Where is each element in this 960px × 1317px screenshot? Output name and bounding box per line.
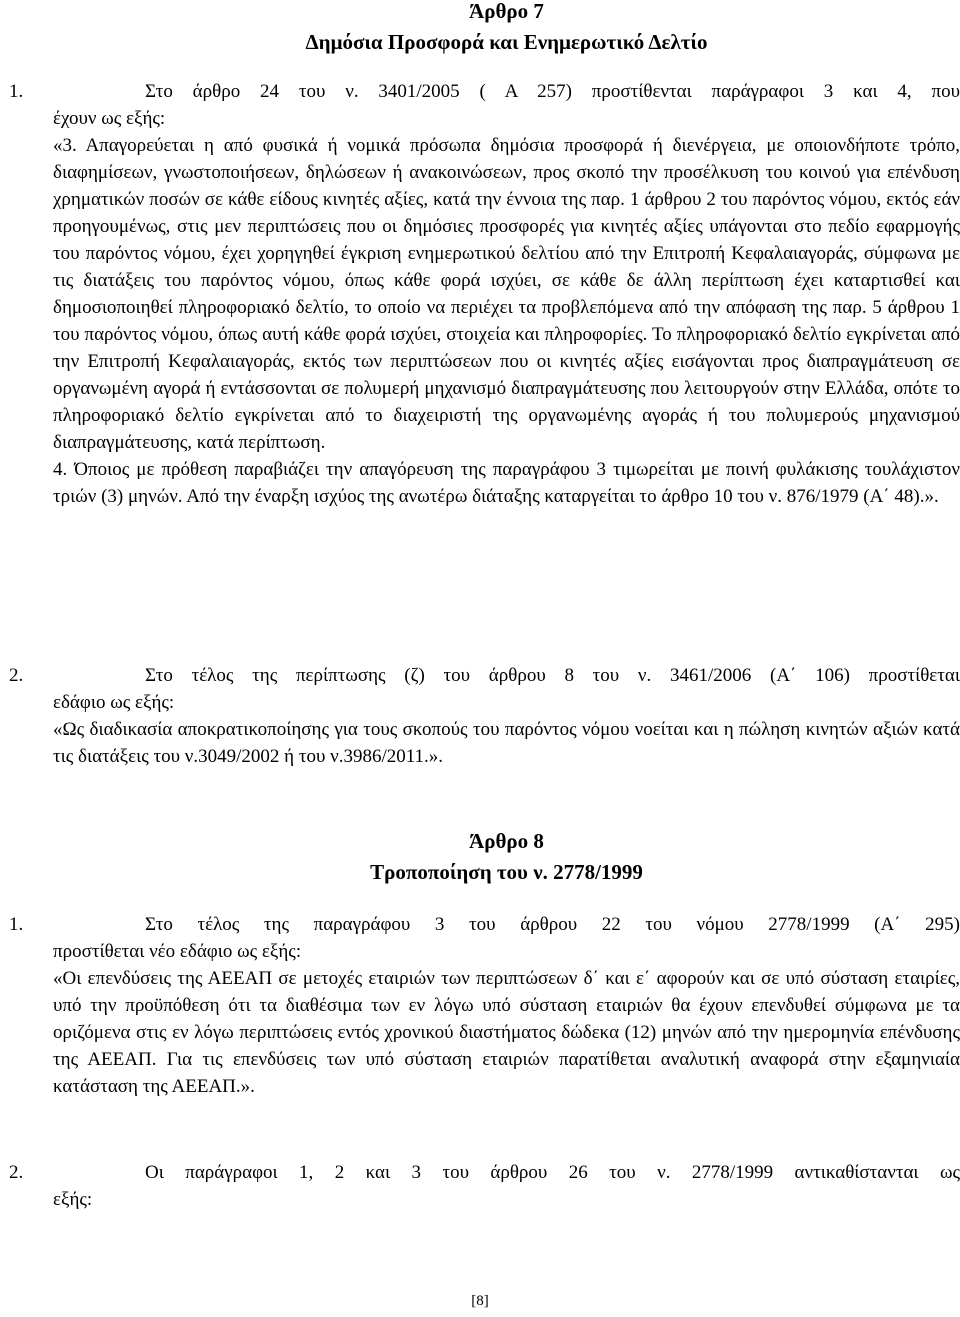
- item-text: Στο τέλος της περίπτωσης (ζ) του άρθρου 8 του ν. 3461/2006 (Α΄ 106) προστίθεται: [145, 665, 960, 686]
- article-8-item-1-continuation: προστίθεται νέο εδάφιο ως εξής:: [53, 941, 302, 962]
- article-7-item-1-continuation: έχουν ως εξής:: [53, 108, 166, 129]
- article-7-item-1-first-line: [9, 78, 960, 105]
- article-8-subtitle: Τροποποίηση του ν. 2778/1999: [370, 860, 643, 884]
- article-7-paragraph-3: «3. Απαγορεύεται η από φυσικά ή νομικά πρόσωπα δημόσια προσφορά ή διενέργεια, με οποιονδήποτε τρόπο, διαφημίσεων, γνωστοποιήσεων, δηλώσεων ή ανακοινώσεων, προς σκοπό την προσέλκυση του κοινού για επένδυση χρηματικών ποσών σε κάθε είδους κινητές αξίες, κατά την έννοια της παρ. 1 άρθρου 2 του παρόντος νόμου, εκτός εάν προηγουμένως, στις μεν περιπτώσεις που οι δημόσιες προσφορές για κινητές αξίες υπάγονται στο πεδίο εφαρμογής του παρόντος νόμου, έχει χορηγηθεί έγκριση ενημερωτικού δελτίου από την Επιτροπή Κεφαλαιαγοράς, σύμφωνα με τις διατάξεις του παρόντος νόμου, όπως κάθε φορά ισχύει, σε κάθε δε άλλη περίπτωση έχει καταρτισθεί και δημοσιοποιηθεί πληροφοριακό δελτίο, το οποίο να περιέχει τα προβλεπόμενα από την απόφαση της παρ. 5 άρθρου 1 του παρόντος νόμου, όπως αυτή κάθε φορά ισχύει, στοιχεία και πληροφορίες. Το πληροφοριακό δελτίο εγκρίνεται από την Επιτροπή Κεφαλαιαγοράς, εκτός των περιπτώσεων που οι κινητές αξίες εισάγονται προς διαπραγμάτευση σε οργανωμένη αγορά ή εντάσσονται σε πολυμερή μηχανισμό διαπραγμάτευσης που λειτουργούν στην Ελλάδα, οπότε το πληροφοριακό δελτίο εγκρίνεται από το διαχειριστή της οργανωμένης αγοράς ή του πολυμερούς μηχανισμού διαπραγμάτευσης, κατά περίπτωση.: [53, 135, 960, 453]
- item-number: 2.: [9, 665, 24, 686]
- item-text: Οι παράγραφοι 1, 2 και 3 του άρθρου 26 του ν. 2778/1999 αντικαθίστανται ως: [145, 1162, 960, 1183]
- article-8-item-2-continuation: εξής:: [53, 1189, 93, 1210]
- article-8: [53, 826, 960, 888]
- article-8-item-1-first-line: [9, 911, 960, 938]
- article-7-item-1: [9, 78, 960, 510]
- item-text: Στο άρθρο 24 του ν. 3401/2005 ( Α 257) προστίθενται παράγραφοι 3 και 4, που: [145, 81, 960, 102]
- item-number: 1.: [9, 81, 24, 102]
- item-number: 2.: [9, 1162, 24, 1183]
- article-7-subtitle: Δημόσια Προσφορά και Ενημερωτικό Δελτίο: [305, 30, 708, 54]
- article-8-item-1-quote: «Οι επενδύσεις της ΑΕΕΑΠ σε μετοχές εταιριών των περιπτώσεων δ΄ και ε΄ αφορούν και σε υπό σύσταση εταιρίες, υπό την προϋπόθεση ότι τα διαθέσιμα των εν λόγω υπό σύσταση εταιριών θα έχουν επενδυθεί σύμφωνα με τα οριζόμενα στις εν λόγω περιπτώσεις εντός χρονικού διαστήματος δώδεκα (12) μηνών από την ημερομηνία επένδυσης της ΑΕΕΑΠ. Για τις επενδύσεις των υπό σύσταση εταιριών παρατίθεται αναλυτική αναφορά στην εξαμηνιαία κατάσταση της ΑΕΕΑΠ.».: [53, 968, 960, 1097]
- article-7-title: Άρθρο 7: [469, 0, 544, 23]
- article-8-item-2-first-line: [9, 1159, 960, 1186]
- article-8-item-1: [9, 911, 960, 1100]
- article-7-paragraph-4: 4. Όποιος με πρόθεση παραβιάζει την απαγόρευση της παραγράφου 3 τιμωρείται με ποινή φυλάκισης τουλάχιστον τριών (3) μηνών. Από την έναρξη ισχύος της ανωτέρω διάταξης καταργείται το άρθρο 10 του ν. 876/1979 (Α΄ 48).».: [53, 459, 960, 507]
- item-number: 1.: [9, 914, 24, 935]
- article-7-item-2: [9, 662, 960, 770]
- item-text: Στο τέλος της παραγράφου 3 του άρθρου 22 του νόμου 2778/1999 (Α΄ 295): [145, 914, 960, 935]
- article-7: [53, 0, 960, 58]
- article-7-item-2-continuation: εδάφιο ως εξής:: [53, 692, 175, 713]
- article-8-item-2: [9, 1159, 960, 1213]
- article-7-item-2-first-line: [9, 662, 960, 689]
- page-number: [8]: [471, 1293, 489, 1309]
- article-7-item-2-quote: «Ως διαδικασία αποκρατικοποίησης για τους σκοπούς του παρόντος νόμου νοείται και η πώληση κινητών αξιών κατά τις διατάξεις του ν.3049/2002 ή του ν.3986/2011.».: [53, 719, 960, 767]
- article-8-title: Άρθρο 8: [469, 829, 544, 853]
